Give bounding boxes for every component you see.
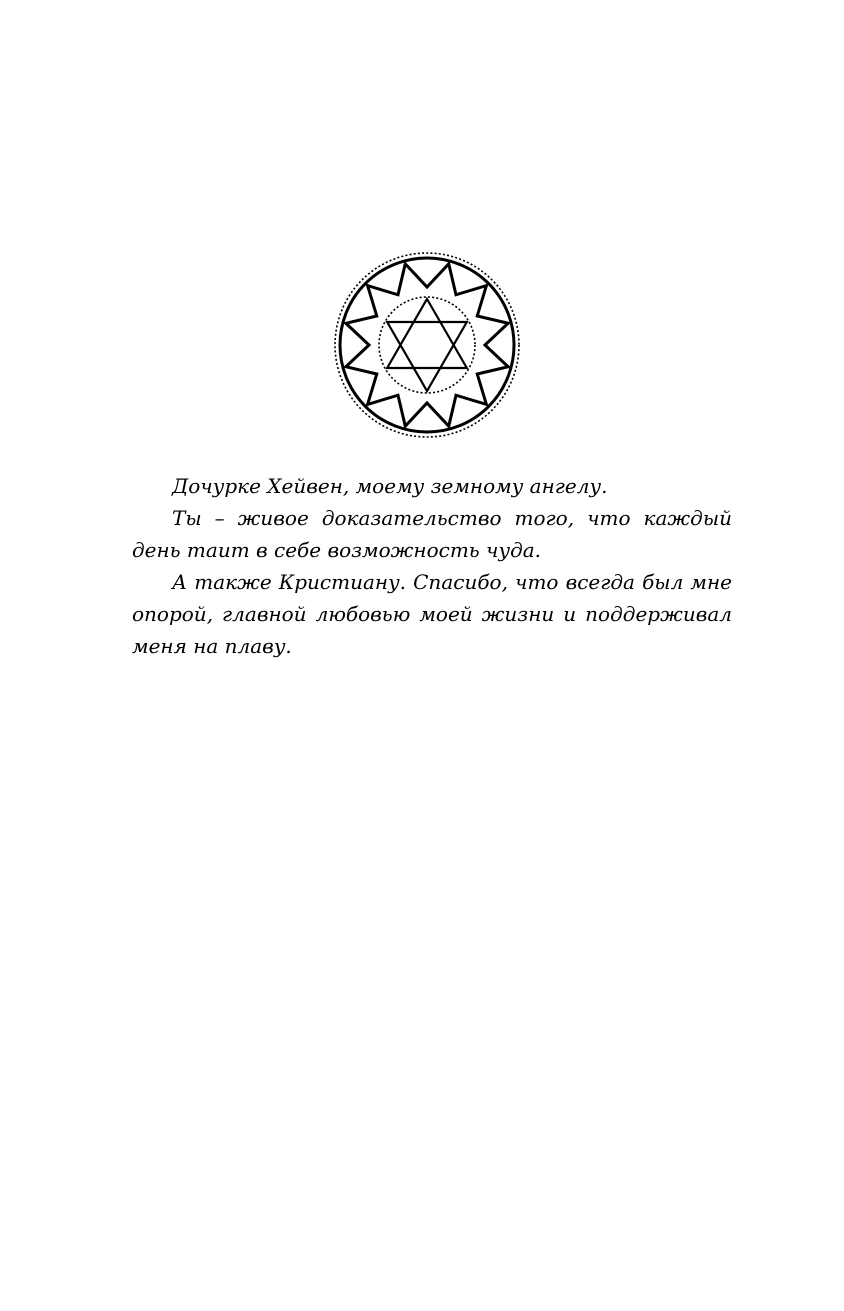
dedication-paragraph-2: Ты – живое доказательство того, что каждый день таит в себе возможность чуда.: [132, 506, 732, 562]
dedication-text: [132, 470, 732, 662]
mandala-star-ornament-icon: [332, 250, 522, 440]
dedication-paragraph-3: А также Кристиану. Спасибо, что всегда был мне опорой, главной любовью моей жизни и поддерживал меня на плаву.: [132, 570, 732, 658]
dedication-paragraph-1: Дочурке Хейвен, моему земному ангелу.: [172, 474, 608, 498]
